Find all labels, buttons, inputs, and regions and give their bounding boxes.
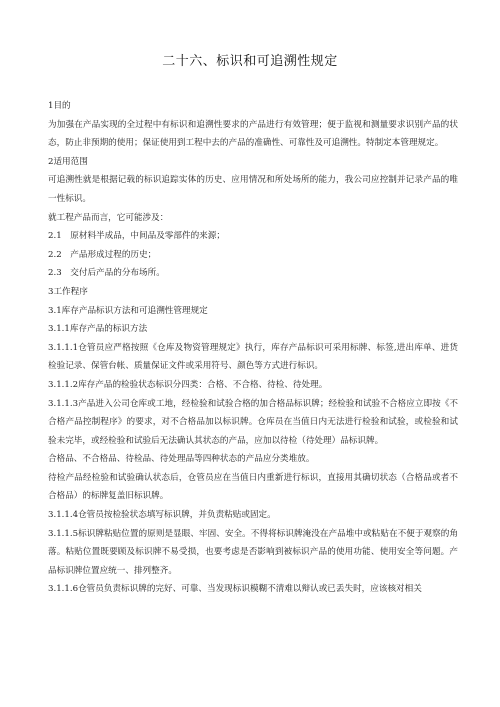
- paragraph: 2.1 原材料半成品，中间品及零部件的来源；: [48, 231, 225, 242]
- paragraph: 3.1.1.2库存产品的检验状态标识分四类：合格、不合格、待检、待处理。: [48, 379, 328, 390]
- paragraph: 待检产品经检验和试验确认状态后，仓管员应在当值日内重新进行标识，直接用其确切状态（合格品或者不合格品）的标牌复盖旧标识牌。: [48, 472, 458, 502]
- paragraph: 2适用范围: [48, 156, 88, 167]
- paragraph: 为加强在产品实现的全过程中有标识和追溯性要求的产品进行有效管理；便于监视和测量要求识别产品的状态，防止非预期的使用；保证使用到工程中去的产品的准确性、可靠性及可追溯性。特制定本管理规定。: [48, 119, 458, 149]
- paragraph: 就工程产品而言，它可能涉及：: [48, 212, 169, 223]
- paragraph: 2.2 产品形成过程的历史；: [48, 249, 157, 260]
- paragraph: 3.1.1库存产品的标识方法: [48, 324, 148, 335]
- paragraph: 3.1.1.5标识牌粘贴位置的原则是显眼、牢固、安全。不得将标识牌淹没在产品堆中或粘贴在不便于观察的角落。粘贴位置既要顾及标识牌不易受损，也要考虑是否影响到被标识产品的使用功能、使用安全等问题。产品标识牌位置应统一、排列整齐。: [48, 528, 458, 576]
- paragraph: 1目的: [48, 101, 71, 111]
- paragraph: 3.1.1.4仓管员按检验状态填写标识牌，并负责粘贴或固定。: [48, 510, 276, 521]
- paragraph: 可追溯性就是根据记载的标识追踪实体的历史、应用情况和所处场所的能力，我公司应控制并记录产品的唯一性标识。: [48, 175, 458, 204]
- paragraph: 2.3 交付后产品的分布场所。: [48, 268, 165, 279]
- document-body: [48, 97, 458, 599]
- document-title: 二十六、标识和可追溯性规定: [162, 54, 338, 69]
- paragraph: 3.1.1.6仓管员负责标识牌的完好、可靠、当发现标识模糊不清难以辩认或已丢失时，应该核对相关: [48, 584, 422, 595]
- paragraph: 3工作程序: [48, 286, 88, 297]
- paragraph: 合格品、不合格品、待检品、待处理品等四种状态的产品应分类堆放。: [48, 454, 315, 465]
- paragraph: 3.1.1.1仓管员应严格按照《仓库及物资管理规定》执行，库存产品标识可采用标牌、标签,进出库单、进货检验记录、保管台帐、质量保证文件或采用符号、颜色等方式进行标识。: [48, 342, 458, 372]
- paragraph: 3.1.1.3产品进入公司仓库或工地，经检验和试验合格的加合格品标识牌；经检验和试验不合格应立即按《不合格产品控制程序》的要求，对不合格品加以标识牌。仓库员在当值日内无法进行检验和试验，或检验和试验未完毕，或经检验和试验后无法确认其状态的产品，应加以待检（待处理）品标识牌。: [48, 398, 458, 446]
- paragraph: 3.1库存产品标识方法和可追溯性管理规定: [48, 305, 208, 316]
